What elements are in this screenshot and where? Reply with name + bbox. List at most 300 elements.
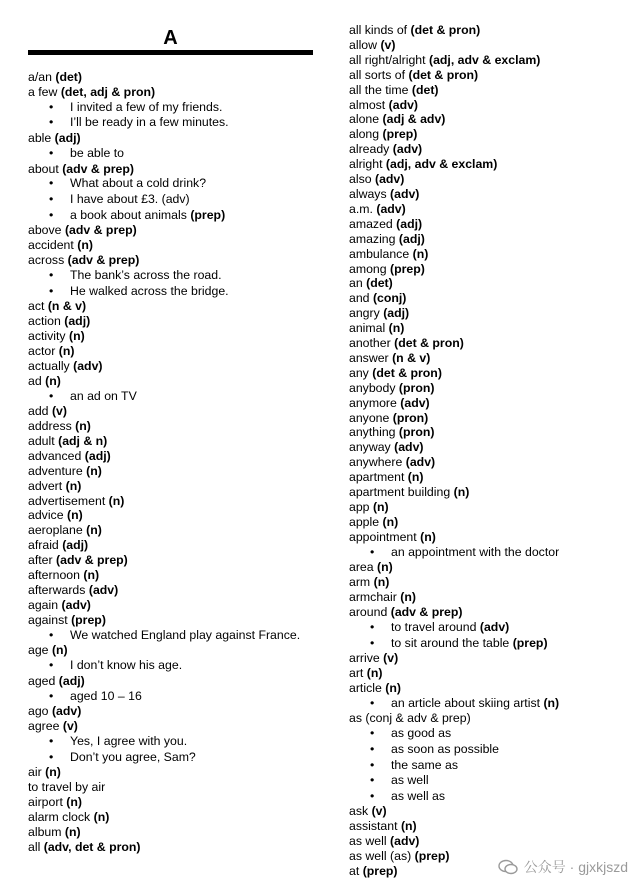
part-of-speech: (n) [45, 765, 61, 780]
part-of-speech: (adv) [61, 597, 91, 612]
word-entry [349, 127, 634, 142]
example-item [28, 192, 313, 208]
headword: a/an [28, 70, 52, 84]
word-entry [349, 366, 634, 381]
bullet-icon: • [49, 115, 54, 130]
word-entry [28, 479, 313, 494]
word-entry [28, 583, 313, 598]
headword: afternoon [28, 568, 80, 583]
headword: around [349, 605, 388, 620]
part-of-speech: (n) [66, 795, 82, 810]
part-of-speech: (prep) [362, 863, 398, 878]
word-entry [28, 329, 313, 344]
part-of-speech: (adv) [388, 97, 419, 112]
headword: an [349, 276, 363, 291]
word-entry [349, 425, 634, 440]
part-of-speech: (n) [58, 343, 75, 358]
headword: anyone [349, 410, 390, 425]
bullet-icon: • [49, 145, 54, 160]
headword: activity [28, 328, 66, 343]
headword: age [28, 643, 49, 658]
word-entry [28, 765, 313, 780]
part-of-speech: (adv & prep) [67, 253, 140, 267]
part-of-speech: (n) [108, 493, 125, 508]
part-of-speech: (n) [83, 568, 100, 583]
example-item [28, 176, 313, 192]
headword: action [28, 314, 61, 328]
part-of-speech: (n) [400, 590, 416, 605]
headword: amazing [349, 231, 396, 246]
word-entry [349, 247, 634, 262]
part-of-speech: (prep) [71, 612, 106, 627]
headword: aeroplane [28, 523, 83, 538]
headword: anything [349, 425, 396, 440]
headword: and [349, 291, 373, 306]
part-of-speech: (det & pron) [410, 23, 481, 37]
headword: any [349, 365, 369, 380]
part-of-speech: (prep) [414, 849, 450, 864]
left-column [28, 0, 313, 855]
headword: ago [28, 704, 49, 719]
part-of-speech: (v) [383, 651, 399, 666]
bullet-icon: • [49, 749, 54, 764]
word-entry [349, 651, 634, 666]
part-of-speech: (conj & adv & prep) [365, 711, 471, 726]
example-item [28, 628, 313, 644]
headword: about [28, 161, 59, 176]
right-entry-list [349, 23, 634, 879]
word-entry [349, 276, 634, 291]
example-item [28, 146, 313, 162]
headword: adult [28, 433, 55, 448]
word-entry [349, 112, 634, 127]
part-of-speech: (prep) [382, 127, 418, 142]
example-part-of-speech: (prep) [190, 207, 226, 222]
part-of-speech: (pron) [398, 425, 435, 440]
part-of-speech: (n) [377, 560, 393, 575]
part-of-speech: (adv) [392, 142, 423, 157]
part-of-speech: (prep) [390, 261, 425, 276]
bullet-icon: • [49, 192, 54, 206]
part-of-speech: (adv) [374, 172, 405, 187]
headword: anybody [349, 380, 396, 395]
bullet-icon: • [49, 99, 54, 114]
headword: assistant [349, 819, 398, 834]
headword: answer [349, 350, 389, 365]
example-part-of-speech: (n) [543, 695, 560, 710]
headword: able [28, 131, 52, 145]
part-of-speech: (adv & prep) [390, 605, 463, 620]
part-of-speech: (n) [86, 523, 102, 538]
headword: all right/alright [349, 52, 426, 67]
word-entry [28, 344, 313, 359]
example-item [349, 620, 634, 636]
word-entry [28, 538, 313, 553]
example-text: The bank’s across the road. [70, 267, 222, 282]
part-of-speech: (n) [372, 500, 389, 514]
example-item [28, 658, 313, 674]
part-of-speech: (adj) [58, 673, 85, 688]
example-text: to travel around [391, 619, 477, 634]
bullet-icon: • [49, 207, 54, 222]
example-item [349, 758, 634, 774]
part-of-speech: (adv) [73, 358, 103, 373]
word-entry [28, 840, 313, 855]
example-text: We watched England play against France. [70, 627, 301, 642]
word-entry [349, 187, 634, 202]
part-of-speech: (adv & prep) [56, 553, 128, 568]
headword: amazed [349, 216, 393, 231]
part-of-speech: (n) [412, 246, 429, 261]
part-of-speech: (adj, adv & exclam) [428, 52, 541, 67]
part-of-speech: (n & v) [392, 350, 431, 365]
part-of-speech: (n) [93, 810, 110, 825]
example-item [28, 689, 313, 705]
headword: advice [28, 508, 64, 523]
example-text: be able to [70, 145, 125, 160]
word-entry [28, 674, 313, 689]
headword: after [28, 553, 53, 568]
word-entry [28, 795, 313, 810]
example-text: an article about skiing artist [391, 695, 541, 710]
word-entry [28, 810, 313, 825]
word-entry [28, 299, 313, 314]
part-of-speech: (adj) [54, 131, 81, 145]
headword: against [28, 612, 68, 627]
example-text: a book about animals [70, 207, 187, 222]
word-entry [28, 523, 313, 538]
part-of-speech: (det, adj & pron) [60, 84, 156, 99]
example-text: I have about £3. (adv) [70, 192, 190, 206]
example-item [28, 115, 313, 131]
part-of-speech: (n) [420, 529, 436, 544]
bullet-icon: • [49, 688, 54, 703]
headword: all [28, 839, 41, 854]
headword: apartment [349, 470, 405, 485]
word-entry [349, 172, 634, 187]
watermark [498, 857, 628, 877]
part-of-speech: (adj) [64, 314, 91, 328]
word-entry [349, 500, 634, 515]
bullet-icon: • [370, 741, 375, 756]
word-entry [349, 202, 634, 217]
word-entry [349, 681, 634, 696]
word-entry [28, 85, 313, 100]
headword: as [349, 711, 362, 726]
headword: app [349, 500, 370, 514]
left-entry-list [28, 70, 313, 855]
headword: ad [28, 373, 42, 388]
part-of-speech: (n) [69, 328, 85, 343]
part-of-speech: (adv, det & pron) [43, 839, 141, 854]
word-entry [349, 217, 634, 232]
part-of-speech: (n) [86, 463, 102, 478]
part-of-speech: (v) [380, 37, 396, 52]
headword: another [349, 336, 391, 351]
word-entry [349, 485, 634, 500]
part-of-speech: (conj) [372, 291, 407, 306]
example-item [28, 389, 313, 405]
headword: accident [28, 238, 74, 253]
word-entry [349, 530, 634, 545]
headword: again [28, 597, 59, 612]
word-entry [28, 314, 313, 329]
example-text: I invited a few of my friends. [70, 99, 223, 114]
part-of-speech: (n) [75, 419, 91, 434]
word-entry [349, 321, 634, 336]
part-of-speech: (det & pron) [394, 336, 464, 351]
part-of-speech: (n) [453, 485, 470, 500]
part-of-speech: (det & pron) [372, 365, 442, 380]
word-entry [349, 575, 634, 590]
word-entry [28, 553, 313, 568]
example-text: the same as [391, 757, 458, 772]
example-text: I’ll be ready in a few minutes. [70, 115, 229, 130]
word-entry [28, 643, 313, 658]
headword: agree [28, 719, 60, 734]
headword: airport [28, 795, 63, 810]
part-of-speech: (n) [77, 238, 93, 253]
headword: area [349, 560, 374, 575]
headword: afraid [28, 538, 59, 553]
word-entry [28, 238, 313, 253]
headword: address [28, 419, 72, 434]
headword: arm [349, 575, 371, 590]
example-text: aged 10 – 16 [70, 688, 142, 703]
headword: appointment [349, 529, 417, 544]
word-entry [349, 455, 634, 470]
part-of-speech: (det) [411, 82, 439, 97]
headword: actor [28, 343, 56, 358]
part-of-speech: (n) [366, 666, 383, 681]
part-of-speech: (det & pron) [408, 67, 479, 82]
word-entry [349, 157, 634, 172]
example-text: an appointment with the doctor [391, 544, 560, 559]
headword: air [28, 765, 42, 780]
example-text: an ad on TV [70, 388, 137, 403]
example-item [349, 773, 634, 789]
headword: all sorts of [349, 67, 406, 82]
word-entry [349, 470, 634, 485]
example-text: Don’t you agree, Sam? [70, 749, 196, 764]
word-entry [28, 434, 313, 449]
example-item [349, 742, 634, 758]
example-item [28, 284, 313, 300]
bullet-icon: • [370, 544, 375, 559]
word-entry [28, 464, 313, 479]
right-column [349, 23, 634, 879]
headword: at [349, 863, 360, 878]
headword: above [28, 223, 62, 238]
part-of-speech: (n) [66, 508, 83, 523]
word-entry [28, 613, 313, 628]
headword: across [28, 253, 65, 267]
example-item [349, 789, 634, 805]
part-of-speech: (pron) [398, 380, 435, 395]
bullet-icon: • [370, 788, 375, 803]
bullet-icon: • [49, 627, 54, 642]
word-entry [28, 508, 313, 523]
part-of-speech: (adv) [88, 583, 119, 597]
word-entry [28, 162, 313, 177]
watermark-text: 公众号 · gjxkjszd [523, 859, 628, 875]
word-entry [28, 825, 313, 840]
headword: a few [28, 84, 58, 99]
word-entry [349, 590, 634, 605]
part-of-speech: (n) [382, 514, 399, 529]
word-entry [349, 560, 634, 575]
headword: actually [28, 358, 70, 373]
headword: advert [28, 478, 63, 493]
headword: advertisement [28, 493, 106, 508]
word-entry [349, 411, 634, 426]
word-entry [349, 83, 634, 98]
word-entry [349, 53, 634, 68]
bullet-icon: • [49, 283, 54, 298]
example-part-of-speech: (prep) [512, 635, 548, 650]
word-entry [349, 819, 634, 834]
part-of-speech: (det) [366, 276, 393, 291]
headword: alright [349, 157, 383, 172]
headword: apartment building [349, 485, 451, 500]
word-entry [28, 223, 313, 238]
headword: as well [349, 834, 387, 849]
bullet-icon: • [370, 619, 375, 634]
bullet-icon: • [49, 267, 54, 282]
headword: alarm clock [28, 810, 91, 825]
example-text: He walked across the bridge. [70, 283, 229, 298]
part-of-speech: (n) [65, 478, 82, 493]
word-entry [28, 404, 313, 419]
word-entry [28, 704, 313, 719]
word-entry [349, 515, 634, 530]
word-entry [28, 449, 313, 464]
part-of-speech: (n) [400, 819, 417, 834]
part-of-speech: (adj & adv) [382, 112, 446, 127]
part-of-speech: (adv) [390, 186, 420, 201]
word-entry [28, 780, 313, 795]
headword: adventure [28, 463, 83, 478]
bullet-icon: • [370, 773, 375, 788]
headword: always [349, 186, 387, 201]
word-entry [349, 291, 634, 306]
headword: among [349, 261, 387, 276]
example-item [28, 100, 313, 116]
bullet-icon: • [370, 726, 375, 741]
part-of-speech: (adv) [405, 455, 436, 470]
part-of-speech: (adv & prep) [62, 161, 134, 176]
word-entry [349, 232, 634, 247]
bullet-icon: • [370, 695, 375, 710]
word-entry [349, 711, 634, 726]
headword: allow [349, 37, 378, 52]
example-item [349, 545, 634, 561]
part-of-speech: (v) [62, 719, 78, 734]
word-entry [349, 23, 634, 38]
word-entry [349, 381, 634, 396]
example-text: as good as [391, 726, 452, 741]
headword: all kinds of [349, 23, 408, 37]
part-of-speech: (v) [51, 404, 67, 419]
word-entry [349, 605, 634, 620]
headword: alone [349, 112, 380, 127]
word-entry [349, 38, 634, 53]
part-of-speech: (det) [55, 70, 82, 84]
headword: already [349, 142, 390, 157]
example-item [28, 208, 313, 224]
bullet-icon: • [49, 388, 54, 403]
headword: album [28, 824, 62, 839]
part-of-speech: (adj) [383, 306, 410, 321]
part-of-speech: (adj) [84, 448, 111, 463]
word-entry [28, 253, 313, 268]
word-entry [349, 666, 634, 681]
headword: art [349, 666, 364, 681]
word-entry [349, 98, 634, 113]
word-entry [28, 494, 313, 509]
headword: all the time [349, 82, 409, 97]
word-entry [349, 68, 634, 83]
example-item [28, 750, 313, 766]
heading-rule [28, 50, 313, 55]
part-of-speech: (adj, adv & exclam) [385, 157, 498, 172]
headword: to travel by air [28, 780, 106, 795]
word-entry [349, 306, 634, 321]
headword: angry [349, 306, 380, 321]
part-of-speech: (adj) [398, 231, 425, 246]
part-of-speech: (n) [51, 643, 68, 658]
part-of-speech: (n) [64, 824, 81, 839]
part-of-speech: (n & v) [47, 299, 87, 314]
section-letter-heading: A [163, 27, 178, 49]
example-item [349, 636, 634, 652]
headword: act [28, 299, 45, 314]
part-of-speech: (adv & prep) [64, 223, 137, 238]
word-entry [349, 804, 634, 819]
part-of-speech: (adj) [62, 538, 89, 553]
bullet-icon: • [49, 734, 54, 749]
headword: armchair [349, 590, 397, 605]
bullet-icon: • [370, 635, 375, 650]
word-entry [28, 359, 313, 374]
headword: ask [349, 804, 369, 819]
example-item [28, 268, 313, 284]
bullet-icon: • [370, 757, 375, 772]
example-item [349, 696, 634, 712]
part-of-speech: (adv) [376, 201, 406, 216]
part-of-speech: (adv) [51, 704, 82, 719]
word-entry [28, 131, 313, 146]
wechat-icon [498, 859, 518, 875]
part-of-speech: (adv) [394, 440, 424, 455]
word-entry [28, 374, 313, 389]
part-of-speech: (adj & n) [58, 433, 108, 448]
part-of-speech: (v) [371, 804, 387, 819]
example-text: to sit around the table [391, 635, 510, 650]
part-of-speech: (n) [45, 373, 61, 388]
example-text: What about a cold drink? [70, 176, 207, 191]
headword: as well (as) [349, 849, 412, 864]
headword: afterwards [28, 583, 86, 597]
headword: anywhere [349, 455, 403, 470]
headword: anymore [349, 395, 397, 410]
word-entry [349, 142, 634, 157]
word-entry [349, 336, 634, 351]
headword: also [349, 172, 372, 187]
word-entry [349, 440, 634, 455]
word-entry [28, 568, 313, 583]
bullet-icon: • [49, 176, 54, 191]
